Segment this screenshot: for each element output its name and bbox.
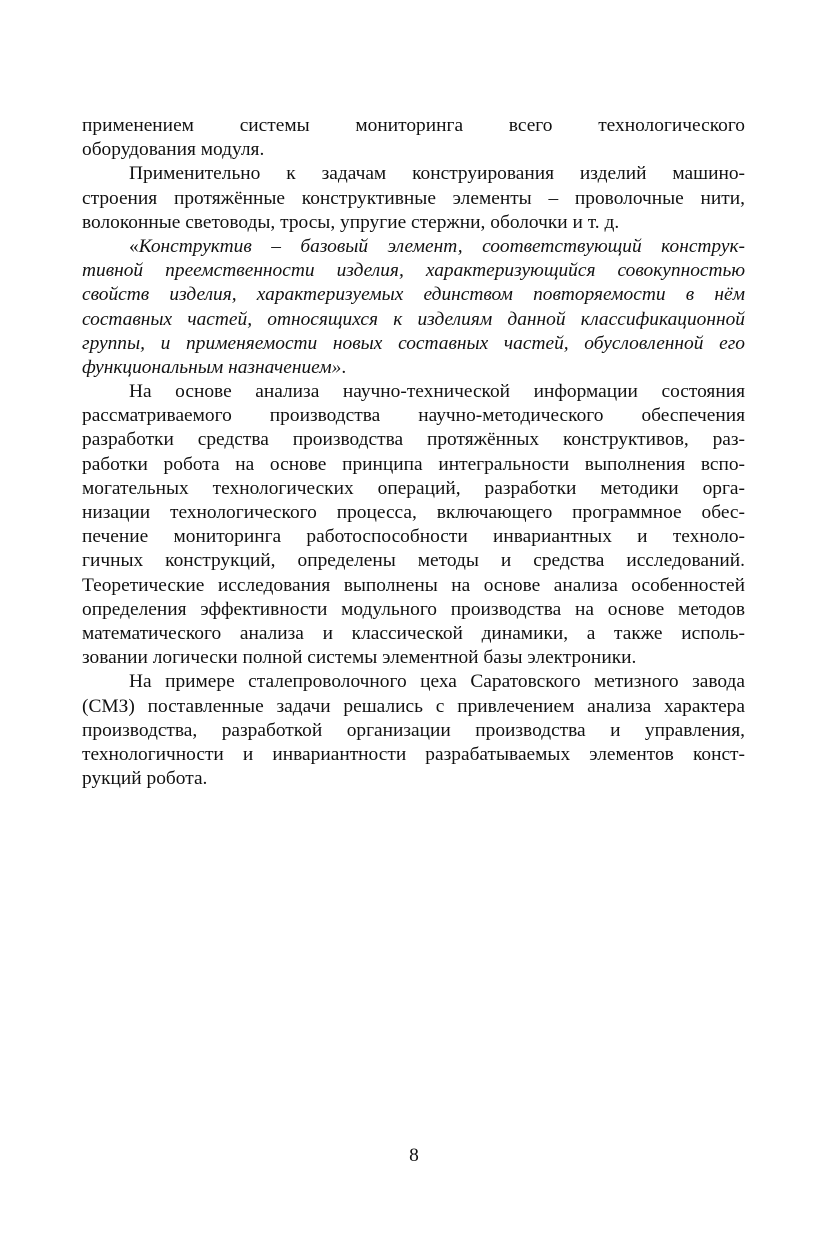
text-line: технологичности и инвариантности разрабатываемых элементов конст- bbox=[82, 743, 745, 765]
quote-text: Конструктив – базовый элемент, соответствующий конструк- bbox=[138, 235, 745, 257]
page-number: 8 bbox=[409, 1145, 419, 1166]
text-line: составных частей, относящихся к изделиям данной классификационной bbox=[82, 308, 745, 330]
text-line: группы, и применяемости новых составных частей, обусловленной его bbox=[82, 332, 745, 354]
text-line: строения протяжённые конструктивные элементы – проволочные нити, bbox=[82, 187, 745, 209]
text-line: рукций робота. bbox=[82, 768, 208, 790]
paragraph-saratov-example bbox=[82, 670, 745, 791]
text-line: зовании логически полной системы элементной базы электроники. bbox=[82, 647, 637, 669]
text-line: могательных технологических операций, разработки методики орга- bbox=[82, 477, 745, 499]
text-line: применением системы мониторинга всего технологического bbox=[82, 115, 745, 136]
text-line: свойств изделия, характеризуемых единством повторяемости в нём bbox=[82, 284, 745, 306]
text-line: производства, разработкой организации производства и управления, bbox=[82, 719, 745, 741]
text-line: Теоретические исследования выполнены на основе анализа особенностей bbox=[82, 574, 745, 596]
close-punctuation: . bbox=[341, 356, 347, 378]
quote-text: функциональным назначением» bbox=[82, 356, 342, 378]
text-line: работки робота на основе принципа интегральности выполнения вспо- bbox=[82, 453, 745, 475]
paragraph-definition-quote bbox=[82, 235, 745, 380]
text-line bbox=[82, 356, 745, 380]
text-line: гичных конструкций, определены методы и средства исследований. bbox=[82, 550, 745, 572]
text-line: оборудования модуля. bbox=[82, 139, 265, 161]
text-line: На примере сталепроволочного цеха Саратовского метизного завода bbox=[129, 671, 745, 693]
text-line: разработки средства производства протяжённых конструктивов, раз- bbox=[82, 429, 745, 451]
paragraph-constructive-elements bbox=[82, 162, 745, 235]
text-line: математического анализа и классической динамики, а также исполь- bbox=[82, 622, 745, 644]
text-line: (СМЗ) поставленные задачи решались с привлечением анализа характера bbox=[82, 695, 745, 717]
text-line: печение мониторинга работоспособности инвариантных и техноло- bbox=[82, 526, 745, 548]
text-line: рассматриваемого производства научно-методического обеспечения bbox=[82, 405, 745, 427]
text-line: определения эффективности модульного производства на основе методов bbox=[82, 598, 745, 620]
text-line: низации технологического процесса, включающего программное обес- bbox=[82, 502, 745, 523]
body-text bbox=[82, 114, 745, 791]
text-line: Применительно к задачам конструирования изделий машино- bbox=[129, 163, 745, 185]
text-line: тивной преемственности изделия, характеризующийся совокупностью bbox=[82, 260, 745, 282]
text-line bbox=[82, 235, 745, 259]
open-quote: « bbox=[129, 235, 139, 257]
text-line: волоконные световоды, тросы, упругие стержни, оболочки и т. д. bbox=[82, 211, 620, 233]
text-line: На основе анализа научно-технической информации состояния bbox=[129, 381, 745, 403]
paragraph-research-basis bbox=[82, 380, 745, 670]
paragraph-continuation bbox=[82, 114, 745, 162]
